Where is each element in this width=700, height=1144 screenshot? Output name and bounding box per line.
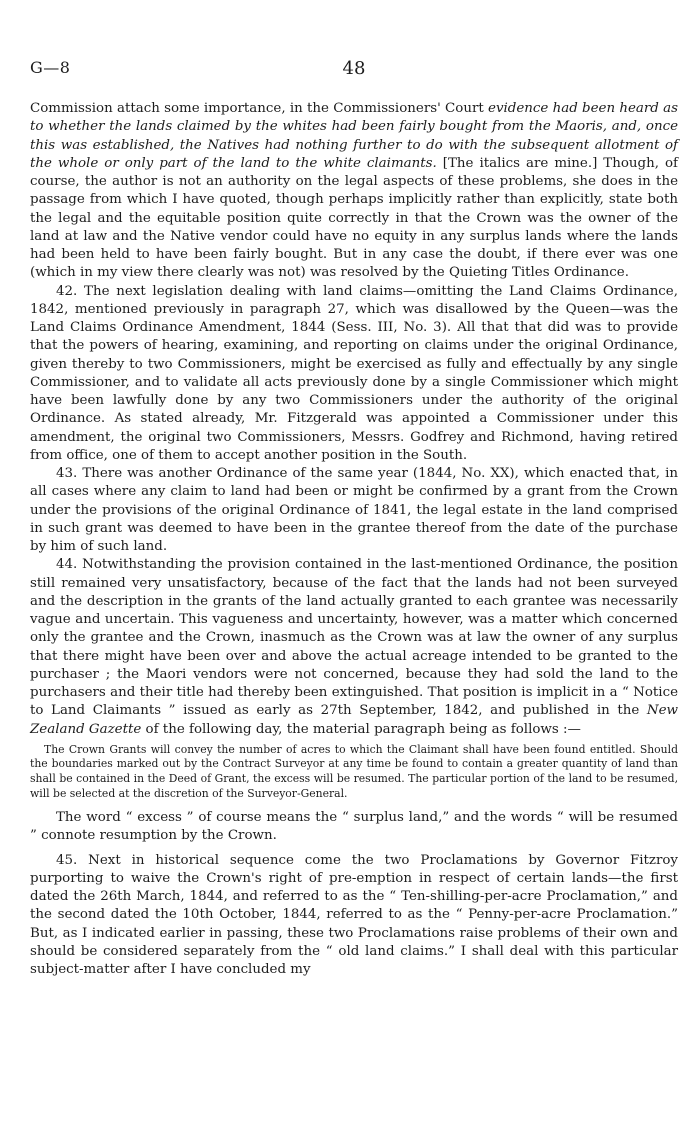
text-run: 44. Notwithstanding the provision contained in the last-mentioned Ordinance, the position still remained very unsatisfactory, because of the fact that the lands had not been surveyed and the description in the grants of the land actually granted to each grantee was necessarily vague and uncertain. This vagueness and uncertainty, however, was a matter which concerned only the grantee and the Crown, inasmuch as the Crown was at law the owner of any surplus that there might have been over and above the actual acreage intended to be granted to the purchaser ; the Maori vendors were not concerned, because they had sold the land to the purchasers and their title had thereby been extinguished. That position is implicit in a “ Notice to Land Claimants ” issued as early as 27th September, 1842, and published in the — [30, 557, 678, 719]
paragraph-continuation — [30, 100, 678, 283]
text-run: [The italics are mine.] Though, of course, the author is not an authority on the legal aspects of these problems, she does in the passage from which I have quoted, though perhaps implicitly rather than explicitly, state both the legal and the equitable position quite correctly in that the Crown was the owner of the land at law and the Native vendor could have no equity in any surplus lands where the lands had been held to have been fairly bought. But in any case the doubt, if there ever was one (which in my view there clearly was not) was resolved by the Quieting Titles Ordinance. — [30, 155, 679, 281]
page-number: 48 — [342, 58, 366, 79]
paragraph-45: 45. Next in historical sequence come the two Proclamations by Governor Fitzroy purporting to waive the Crown's right of pre-emption in respect of certain lands—the first dated the 26th March, 1844, and referred to as the “ Ten-shilling-per-acre Proclamation,” and the second dated the 10th October, 1844, referred to as the “ Penny-per-acre Proclamation.” But, as I indicated earlier in passing, these two Proclamations raise problems of their own and should be considered separately from the “ old land claims.” I shall deal with this particular subject-matter after I have concluded my — [30, 852, 678, 978]
text-run: Commission attach some importance, in the Commissioners' Court — [30, 101, 489, 116]
paragraph-44 — [30, 556, 678, 739]
paragraph-43: 43. There was another Ordinance of the same year (1844, No. XX), which enacted that, in all cases where any claim to land had been or might be confirmed by a grant from the Crown under the provisions of the original Ordinance of 1841, the legal estate in the land comprised in such grant was deemed to have been in the grantee thereof from the date of the purchase by him of such land. — [30, 466, 678, 554]
publication-title: New Zealand Gazette — [30, 703, 678, 737]
italic-quotation: evidence had been heard as to whether the lands claimed by the whites had been fairly bought from the Maoris, and, once this was established, the Natives had nothing further to do with the subsequent allotment of the whole or only part of the land to the white claimants. — [30, 101, 678, 171]
document-body — [30, 100, 678, 979]
page-header — [30, 58, 678, 88]
paragraph-42: 42. The next legislation dealing with land claims—omitting the Land Claims Ordinance, 1842, mentioned previously in paragraph 27, which was disallowed by the Queen—was the Land Claims Ordinance Amendment, 1844 (Sess. III, No. 3). All that that did was to provide that the powers of hearing, examining, and reporting on claims under the original Ordinance, given thereby to two Commissioners, might be exercised as fully and effectually by any single Commissioner, and to validate all acts previously done by a single Commissioner which might have been lawfully done by any two Commissioners under the authority of the original Ordinance. As stated already, Mr. Fitzgerald was appointed a Commissioner under this amendment, the original two Commissioners, Messrs. Godfrey and Richmond, having retired from office, one of them to accept another position in the South. — [30, 283, 678, 463]
block-quotation: The Crown Grants will convey the number of acres to which the Claimant shall have been found entitled. Should the boundaries marked out by the Contract Surveyor at any time be found to contain a greater quantity of land than shall be contained in the Deed of Grant, the excess will be resumed. The particular portion of the land to be resumed, will be selected at the discretion of the Surveyor-General. — [30, 742, 678, 800]
text-run: of the following day, the material paragraph being as follows :— — [141, 721, 581, 737]
section-reference: G—8 — [30, 58, 71, 77]
paragraph-excess: The word “ excess ” of course means the “ surplus land,” and the words “ will be resumed ” connote resumption by the Crown. — [30, 810, 678, 844]
